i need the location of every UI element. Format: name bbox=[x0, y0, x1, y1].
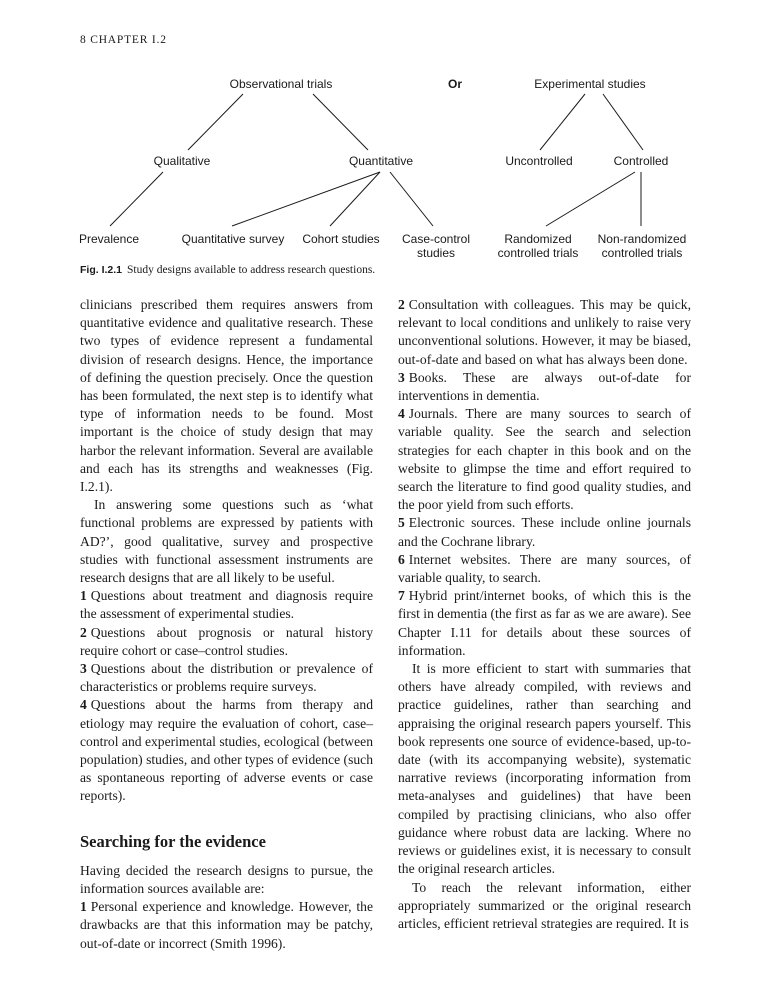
node-non-randomized-trials: Non-randomized controlled trials bbox=[597, 232, 687, 260]
node-cohort-studies: Cohort studies bbox=[302, 232, 380, 246]
list-number: 2 bbox=[398, 297, 405, 312]
list-item bbox=[80, 624, 373, 660]
list-number: 3 bbox=[80, 661, 87, 677]
paragraph: clinicians prescribed them requires answers from quantitative evidence and qualitative research. These two types of evidence represent a fundamental division of research designs. Hence, the importance of defining the question precisely. Once the question has been formulated, the next step is to identify what type of information needs to be found. Most important is the choice of study design that may harbor the relevant information. Several are available and each has its strengths and weaknesses (Fig. I.2.1). bbox=[80, 297, 373, 495]
edge-quantitative-casecontrol bbox=[390, 172, 433, 226]
paragraph: It is more efficient to start with summaries that others have already compiled, with reviews and practice guidelines, rather than searching and appraising the original research papers yourself. This book represents one source of evidence-based, up-to-date (with its accompanying website), systematic narrative reviews (incorporating information from meta-analyses and guidelines) that have been compiled by practising clinicians, who also offer guidance where robust data are lacking. Where no reviews or guidelines exist, it is necessary to consult the original research articles. bbox=[398, 661, 691, 877]
node-case-control-studies: Case-control studies bbox=[401, 232, 471, 260]
list-item bbox=[398, 369, 691, 405]
node-qualitative: Qualitative bbox=[153, 154, 211, 168]
edge-quantitative-survey bbox=[232, 172, 380, 226]
list-text: Consultation with colleagues. This may be quick, relevant to local conditions and unlikely to raise very unconventional solutions. However, it may be biased, out-of-date and based on what has always been done. bbox=[398, 297, 691, 367]
list-number: 1 bbox=[80, 899, 87, 915]
list-item bbox=[398, 587, 691, 660]
node-randomized-trials: Randomized controlled trials bbox=[497, 232, 579, 260]
node-quantitative-survey: Quantitative survey bbox=[181, 232, 285, 246]
list-item bbox=[398, 296, 691, 369]
edge-observational-qualitative bbox=[188, 94, 243, 150]
list-item bbox=[80, 587, 373, 623]
node-controlled: Controlled bbox=[613, 154, 669, 168]
node-prevalence: Prevalence bbox=[78, 232, 140, 246]
list-text: Questions about the distribution or prevalence of characteristics or problems require surveys. bbox=[80, 661, 373, 695]
edge-quantitative-cohort bbox=[330, 172, 380, 226]
list-text: Journals. There are many sources to search of variable quality. See the search and selection strategies for each chapter in this book and on the website to glimpse the time and effort required to search the literature to find good quality studies, and the poor yield from such efforts. bbox=[398, 406, 691, 513]
list-item bbox=[80, 898, 373, 953]
edge-qualitative-prevalence bbox=[110, 172, 163, 226]
figure-caption-text: Study designs available to address research questions. bbox=[127, 264, 376, 276]
list-number: 4 bbox=[80, 697, 87, 713]
list-number: 3 bbox=[398, 369, 405, 385]
node-observational-trials: Observational trials bbox=[229, 77, 333, 91]
list-text: Books. These are always out-of-date for interventions in dementia. bbox=[398, 369, 691, 404]
list-item bbox=[398, 551, 691, 587]
figure-caption bbox=[80, 264, 375, 276]
node-uncontrolled: Uncontrolled bbox=[505, 154, 573, 168]
list-text: Internet websites. There are many sources, of variable quality, to search. bbox=[398, 551, 691, 586]
node-experimental-studies: Experimental studies bbox=[534, 77, 646, 91]
paragraph: To reach the relevant information, either appropriately summarized or the original research articles, efficient retrieval strategies are required. It is bbox=[398, 879, 691, 931]
list-number: 1 bbox=[80, 588, 87, 604]
list-number: 7 bbox=[398, 588, 405, 604]
study-design-diagram bbox=[0, 62, 767, 272]
running-head: 8 CHAPTER I.2 bbox=[80, 34, 167, 46]
node-or: Or bbox=[447, 77, 462, 91]
list-item bbox=[80, 696, 373, 805]
list-text: Hybrid print/internet books, of which this is the first in dementia (the first as far as we are aware). See Chapter I.11 for details about these sources of information. bbox=[398, 588, 691, 658]
list-item bbox=[398, 514, 691, 550]
list-number: 2 bbox=[80, 624, 87, 640]
node-quantitative: Quantitative bbox=[348, 154, 414, 168]
list-text: Questions about prognosis or natural history require cohort or case–control studies. bbox=[80, 624, 373, 658]
edge-observational-quantitative bbox=[313, 94, 368, 150]
list-number: 4 bbox=[398, 406, 405, 422]
left-column bbox=[80, 296, 373, 953]
list-text: Personal experience and knowledge. However, the drawbacks are that this information may be patchy, out-of-date or incorrect (Smith 1996). bbox=[80, 899, 373, 951]
list-number: 6 bbox=[398, 551, 405, 567]
edge-experimental-uncontrolled bbox=[540, 94, 585, 150]
edge-controlled-randomized bbox=[546, 172, 635, 226]
list-item bbox=[80, 660, 373, 696]
list-text: Electronic sources. These include online journals and the Cochrane library. bbox=[398, 515, 691, 549]
paragraph: In answering some questions such as ‘what functional problems are expressed by patients with AD?’, good qualitative, survey and prospective studies with functional assessment instruments are research designs that are all likely to be useful. bbox=[80, 497, 373, 586]
section-heading: Searching for the evidence bbox=[80, 831, 266, 851]
list-item bbox=[398, 405, 691, 514]
list-text: Questions about treatment and diagnosis require the assessment of experimental studies. bbox=[80, 588, 373, 622]
edge-experimental-controlled bbox=[603, 94, 643, 150]
right-column bbox=[398, 296, 691, 933]
list-number: 5 bbox=[398, 515, 405, 531]
list-text: Questions about the harms from therapy and etiology may require the evaluation of cohort, case–control and experimental studies, ecological (between population) studies, and other types of evidence (such as spontaneous reporting of adverse events or case reports). bbox=[80, 697, 373, 804]
figure-label: Fig. I.2.1 bbox=[80, 264, 123, 276]
paragraph: Having decided the research designs to pursue, the information sources available are: bbox=[80, 862, 373, 896]
